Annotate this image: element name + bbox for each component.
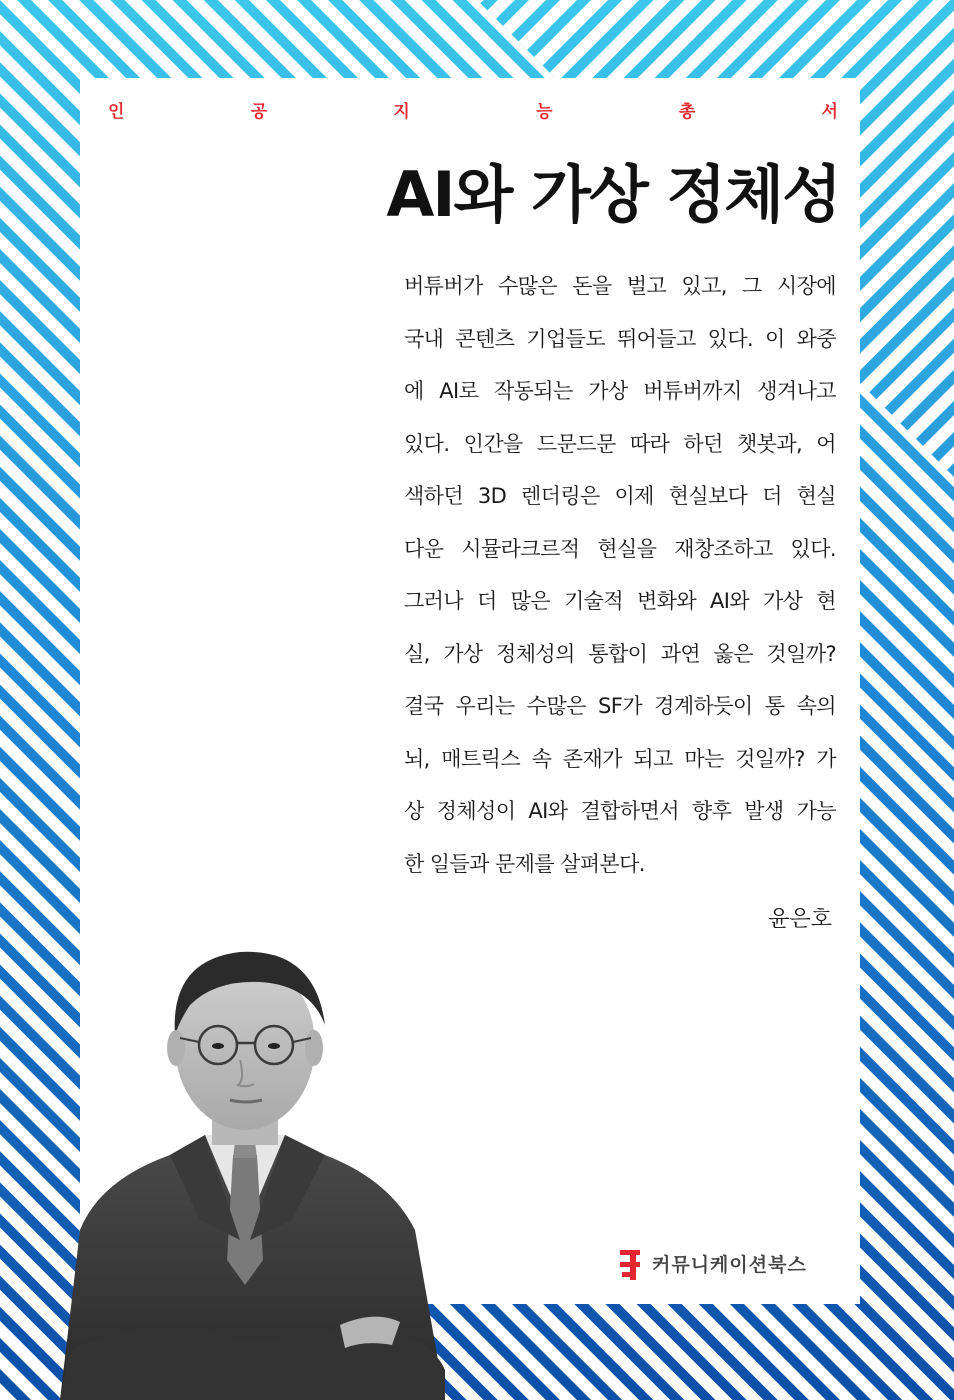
description-line: 에 AI로 작동되는 가상 버튜버까지 생겨나고 [404, 379, 836, 403]
author-portrait [40, 930, 480, 1400]
description-line: 있다. 인간을 드문드문 따라 하던 챗봇과, 어 [404, 431, 836, 456]
publisher [620, 1250, 807, 1280]
series-char: 총 [678, 102, 696, 122]
publisher-name: 커뮤니케이션북스 [652, 1254, 807, 1276]
description-line: 국내 콘텐츠 기업들도 뛰어들고 있다. 이 와중 [404, 326, 836, 351]
series-char: 지 [393, 102, 410, 122]
series-char: 인 [108, 102, 125, 122]
author-name: 윤은호 [768, 907, 832, 932]
description-line: 상 정체성이 AI와 결합하면서 향후 발생 가능 [404, 799, 836, 823]
description-line: 뇌, 매트릭스 속 존재가 되고 마는 것일까? 가 [404, 746, 836, 771]
description-line: 색하던 3D 렌더링은 이제 현실보다 더 현실 [404, 484, 836, 508]
series-char: 공 [250, 102, 268, 122]
description-line: 한 일들과 문제를 살펴본다. [404, 851, 645, 876]
description-line: 다운 시뮬라크르적 현실을 재창조하고 있다. [404, 536, 836, 561]
series-char: 능 [536, 102, 553, 122]
description-line: 결국 우리는 수많은 SF가 경계하듯이 통 속의 [404, 694, 836, 718]
description-line: 버튜버가 수많은 돈을 벌고 있고, 그 시장에 [404, 274, 836, 298]
description-line: 그러나 더 많은 기술적 변화와 AI와 가상 현 [404, 589, 836, 613]
series-label [108, 100, 838, 124]
book-title: AI와 가상 정체성 [386, 158, 840, 231]
publisher-logo-icon [620, 1250, 642, 1280]
description-line: 실, 가상 정체성의 통합이 과연 옳은 것일까? [404, 641, 836, 666]
series-char: 서 [821, 102, 838, 122]
description [404, 260, 836, 890]
